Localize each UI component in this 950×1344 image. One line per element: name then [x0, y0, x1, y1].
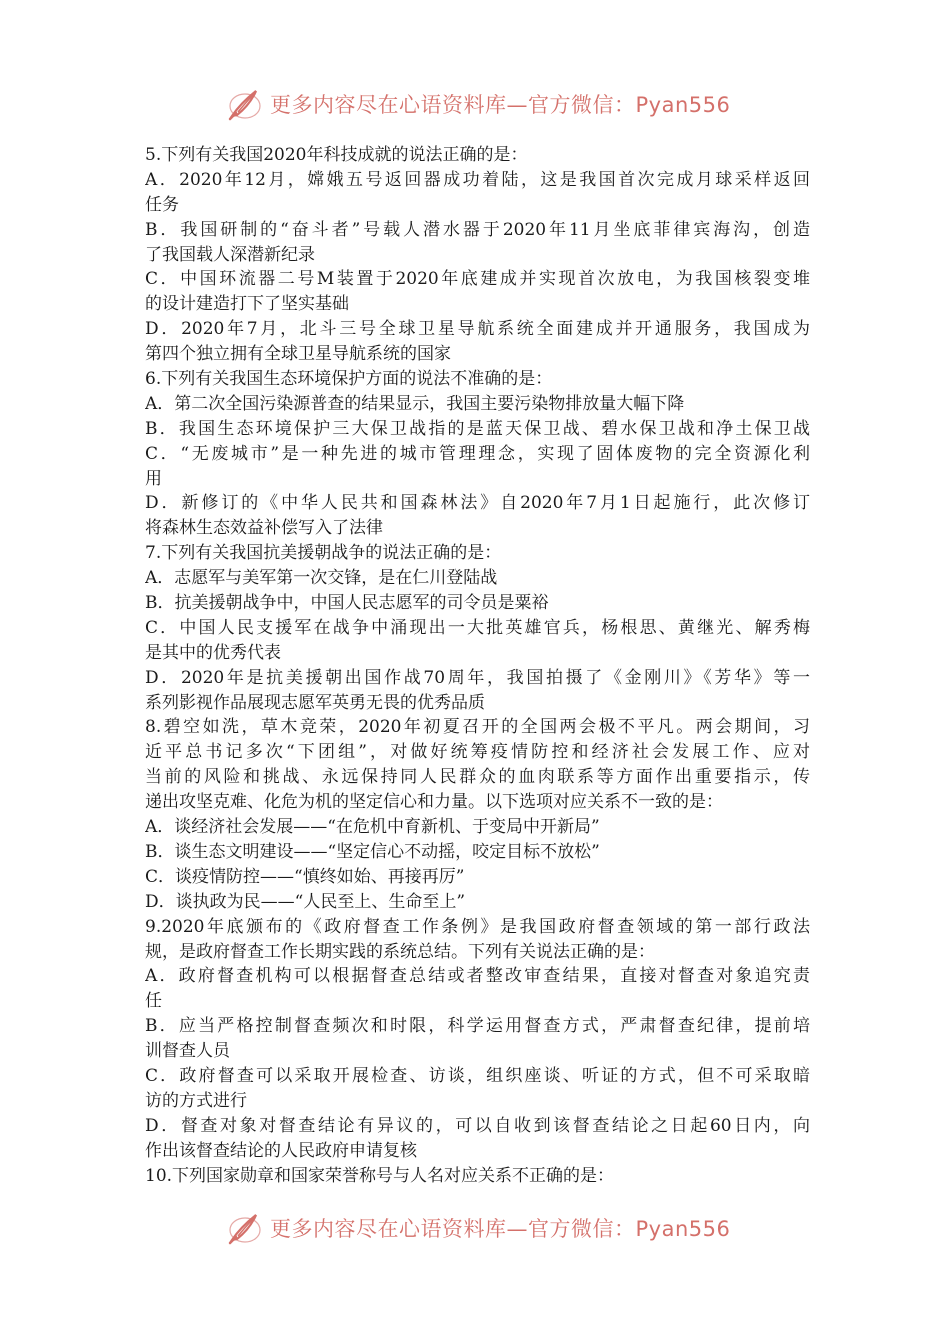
text-line: B．应当严格控制督查频次和时限，科学运用督查方式，严肃督查纪律，提前培 [145, 1016, 810, 1037]
text-line: C．中国环流器二号M装置于2020年底建成并实现首次放电，为我国核裂变堆 [145, 269, 810, 290]
text-line: 系列影视作品展现志愿军英勇无畏的优秀品质 [145, 692, 485, 713]
feather-pen-logo-icon [226, 1210, 266, 1246]
text-line: 7.下列有关我国抗美援朝战争的说法正确的是： [145, 543, 502, 564]
watermark-text: 更多内容尽在心语资料库—官方微信：Pyan556 [270, 93, 731, 117]
text-line: 作出该督查结论的人民政府申请复核 [145, 1140, 417, 1161]
text-line: 训督查人员 [145, 1041, 230, 1062]
text-line: D．督查对象对督查结论有异议的，可以自收到该督查结论之日起60日内，向 [145, 1115, 810, 1136]
watermark-banner-bottom [226, 1208, 731, 1248]
text-line: 当前的风险和挑战、永远保持同人民群众的血肉联系等方面作出重要指示，传 [145, 767, 810, 788]
text-line: D．新修订的《中华人民共和国森林法》自2020年7月1日起施行，此次修订 [145, 493, 810, 514]
text-line: B．我国生态环境保护三大保卫战指的是蓝天保卫战、碧水保卫战和净土保卫战 [145, 418, 810, 439]
text-line: D．2020年7月，北斗三号全球卫星导航系统全面建成并开通服务，我国成为 [145, 319, 810, 340]
text-line: 任务 [145, 194, 179, 215]
text-line: 6.下列有关我国生态环境保护方面的说法不准确的是： [145, 369, 553, 390]
text-line: C．谈疫情防控——“慎终如始、再接再厉” [145, 866, 465, 887]
text-line: B．抗美援朝战争中，中国人民志愿军的司令员是粟裕 [145, 593, 549, 614]
text-line: C．中国人民支援军在战争中涌现出一大批英雄官兵，杨根思、黄继光、解秀梅 [145, 617, 810, 638]
text-line: 规，是政府督查工作长期实践的系统总结。下列有关说法正确的是： [145, 941, 655, 962]
text-line: 9.2020年底颁布的《政府督查工作条例》是我国政府督查领域的第一部行政法 [145, 916, 810, 937]
document-body [145, 143, 810, 1188]
text-line: A．第二次全国污染源普查的结果显示，我国主要污染物排放量大幅下降 [145, 393, 685, 414]
text-line: B．我国研制的“奋斗者”号载人潜水器于2020年11月坐底菲律宾海沟，创造 [145, 219, 810, 240]
text-line: A．谈经济社会发展——“在危机中育新机、于变局中开新局” [145, 817, 600, 838]
text-line: 访的方式进行 [145, 1090, 247, 1111]
text-line: D．谈执政为民——“人民至上、生命至上” [145, 891, 466, 912]
text-line: C．“无废城市”是一种先进的城市管理理念，实现了固体废物的完全资源化利 [145, 443, 810, 464]
text-line: A．2020年12月，嫦娥五号返回器成功着陆，这是我国首次完成月球采样返回 [145, 169, 810, 190]
text-line: 将森林生态效益补偿写入了法律 [145, 518, 383, 539]
text-line: C．政府督查可以采取开展检查、访谈，组织座谈、听证的方式，但不可采取暗 [145, 1065, 810, 1086]
text-line: D．2020年是抗美援朝出国作战70周年，我国拍摄了《金刚川》《芳华》等一 [145, 667, 810, 688]
text-line: 第四个独立拥有全球卫星导航系统的国家 [145, 344, 451, 365]
watermark-banner-top [226, 84, 731, 124]
text-line: 是其中的优秀代表 [145, 642, 281, 663]
text-line: 10.下列国家勋章和国家荣誉称号与人名对应关系不正确的是： [145, 1165, 615, 1186]
watermark-text: 更多内容尽在心语资料库—官方微信：Pyan556 [270, 1217, 731, 1241]
text-line: 递出攻坚克难、化危为机的坚定信心和力量。以下选项对应关系不一致的是： [145, 792, 723, 813]
text-line: 5.下列有关我国2020年科技成就的说法正确的是： [145, 145, 528, 165]
text-line: 8.碧空如洗，草木竞荣，2020年初夏召开的全国两会极不平凡。两会期间，习 [145, 717, 810, 738]
text-line: 的设计建造打下了坚实基础 [145, 294, 349, 315]
text-line: A．志愿军与美军第一次交锋，是在仁川登陆战 [145, 568, 498, 589]
text-line: A．政府督查机构可以根据督查总结或者整改审查结果，直接对督查对象追究责 [145, 966, 810, 987]
text-line: 用 [145, 468, 162, 489]
text-line: 任 [145, 991, 162, 1012]
text-line: 了我国载人深潜新纪录 [145, 244, 315, 265]
feather-pen-logo-icon [226, 86, 266, 122]
text-line: B．谈生态文明建设——“坚定信心不动摇，咬定目标不放松” [145, 841, 600, 862]
text-line: 近平总书记多次“下团组”，对做好统筹疫情防控和经济社会发展工作、应对 [145, 742, 810, 763]
